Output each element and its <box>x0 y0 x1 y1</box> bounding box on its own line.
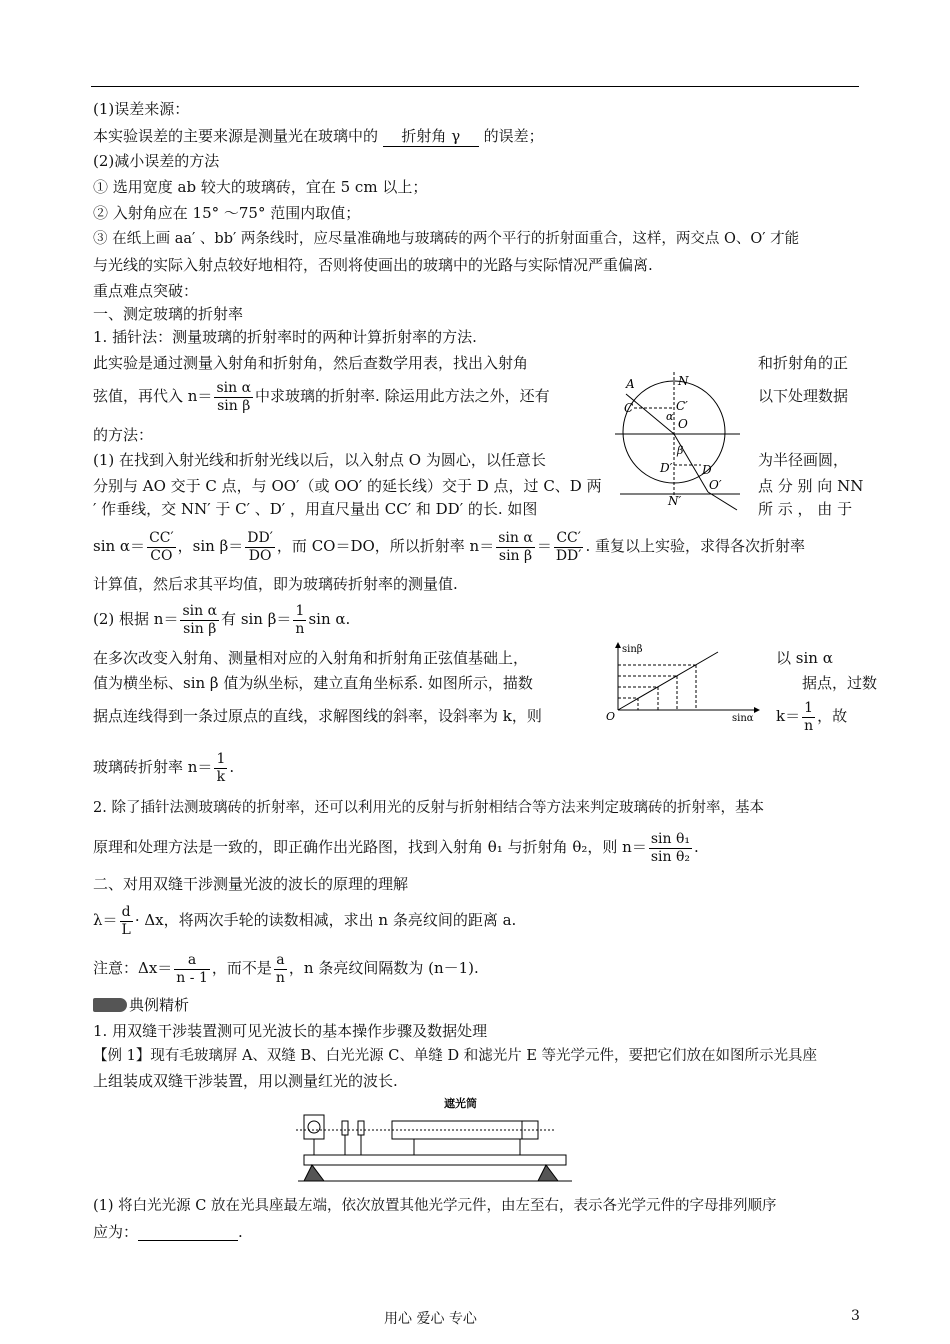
den: n <box>295 620 305 637</box>
num: a <box>174 952 210 970</box>
text: . <box>229 758 235 776</box>
den: n <box>804 717 814 734</box>
label-A: A <box>626 377 635 391</box>
num: DD′ <box>247 529 273 546</box>
label-Nprime: N′ <box>668 494 682 508</box>
num: a <box>274 952 287 970</box>
period: . <box>238 1223 243 1241</box>
fraction-d-L <box>120 904 133 939</box>
text: ＝ <box>536 537 552 555</box>
para-3a <box>93 376 550 416</box>
fraction-1-n <box>293 603 306 638</box>
fit-line <box>618 652 718 710</box>
num: sin α <box>498 529 533 546</box>
fraction-cc-dd <box>554 530 584 565</box>
para-16 <box>93 825 699 869</box>
fraction-dd-do <box>245 530 275 565</box>
para-11b: 以 sin α <box>776 649 833 667</box>
para-12a: 值为横坐标、sin β 值为纵坐标，建立直角坐标系. 如图所示，描数 <box>93 674 533 692</box>
method-2: ② 入射角应在 15° ～75° 范围内取值； <box>93 204 361 222</box>
den: sin β <box>183 620 217 637</box>
error-source-heading: (1)误差来源： <box>93 100 190 118</box>
fraction-sina-sinb-3 <box>180 603 219 638</box>
answer-blank: 折射角 γ <box>383 126 479 147</box>
answer-blank <box>138 1224 238 1241</box>
text: (2) 根据 n＝ <box>93 610 179 628</box>
optical-bench-diagram <box>294 1093 576 1183</box>
page-number: 3 <box>851 1308 860 1324</box>
text: sin α＝ <box>93 537 146 555</box>
fraction-theta <box>649 831 692 866</box>
method-3a: ③ 在纸上画 aa′ 、bb′ 两条线时，应尽量准确地与玻璃砖的两个平行的折射面重合，这样，两交点 O、O′ 才能 <box>93 231 800 247</box>
keypoints-title: 重点难点突破： <box>93 282 199 300</box>
label-Cprime: C′ <box>676 399 688 413</box>
method-3b: 与光线的实际入射点较好地相符，否则将使画出的玻璃中的光路与实际情况严重偏离. <box>93 256 653 274</box>
para-2b: 和折射角的正 <box>758 354 849 372</box>
fraction-1-k <box>214 751 227 786</box>
text: 注意：Δx＝ <box>93 959 173 977</box>
para-18 <box>93 946 479 990</box>
den: sin β <box>217 397 251 414</box>
fraction-a-n <box>274 952 287 987</box>
label-alpha: α <box>666 410 674 423</box>
text: 本实验误差的主要来源是测量光在玻璃中的 <box>93 127 379 145</box>
para-2a: 此实验是通过测量入射角和折射角，然后查数学用表，找出入射角 <box>93 354 529 372</box>
para-6b: 点 分 别 向 NN <box>758 477 864 495</box>
text: 应为： <box>93 1223 139 1241</box>
text: ，故 <box>817 707 848 725</box>
den: sin β <box>498 547 533 564</box>
text: ，sin β＝ <box>177 537 244 555</box>
num: 1 <box>802 700 815 718</box>
num: d <box>120 904 133 922</box>
para-7a: ′ 作垂线，交 NN′ 于 C′ 、D′ ，用直尺量出 CC′ 和 DD′ 的长. 如图 <box>93 500 538 518</box>
text: sin α. <box>308 610 351 628</box>
method-1: ① 选用宽度 ab 较大的玻璃砖，宜在 5 cm 以上； <box>93 178 428 196</box>
para-3c: 以下处理数据 <box>758 387 849 405</box>
error-source-line <box>93 126 544 147</box>
para-1: 1. 插针法：测量玻璃的折射率时的两种计算折射率的方法. <box>93 328 477 346</box>
para-11a: 在多次改变入射角、测量相对应的入射角和折射角正弦值基础上， <box>93 649 529 667</box>
num: 1 <box>216 750 226 767</box>
light-source-box <box>304 1115 324 1139</box>
method-heading: (2)减小误差的方法 <box>93 152 220 170</box>
label-N: N <box>678 374 689 388</box>
label-O: O <box>678 417 688 431</box>
text: 原理和处理方法是一致的，即正确作出光路图，找到入射角 θ₁ 与折射角 θ₂，则 n＝ <box>93 838 647 856</box>
text: λ＝ <box>93 911 118 929</box>
example-1: 1. 用双缝干涉装置测可见光波长的基本操作步骤及数据处理 <box>93 1022 488 1040</box>
text: 中求玻璃的折射率. 除运用此方法之外，还有 <box>255 387 550 405</box>
text: 典例精析 <box>129 996 190 1014</box>
bench-leg-right <box>538 1165 558 1181</box>
sine-graph <box>598 640 762 722</box>
label-Dprime: D′ <box>660 461 673 475</box>
text: 弦值，再代入 n＝ <box>93 387 213 405</box>
den: DD′ <box>555 547 582 564</box>
para-6a: 分别与 AO 交于 C 点，与 OO′（或 OO′ 的延长线）交于 D 点，过 C、D 两 <box>93 477 602 495</box>
text: · Δx，将两次手轮的读数相减，求出 n 条亮纹间的距离 a. <box>134 911 517 929</box>
fraction-1-n-2 <box>802 700 815 735</box>
x-axis-arrow-icon <box>754 707 760 713</box>
footer-text: 用心 爱心 专心 <box>384 1311 477 1327</box>
text: . 重复以上实验，求得各次折射率 <box>585 537 806 555</box>
text: ，而不是 <box>211 959 272 977</box>
para-17 <box>93 898 516 942</box>
num: sin θ₁ <box>650 830 690 847</box>
example-2: 【例 1】现有毛玻璃屏 A、双缝 B、白光光源 C、单缝 D 和滤光片 E 等光学元件，要把它们放在如图所示光具座 <box>93 1048 818 1064</box>
slit-holder <box>358 1121 364 1135</box>
refraction-diagram <box>612 372 747 512</box>
text: 的误差； <box>483 127 544 145</box>
num: sin α <box>216 379 252 396</box>
para-14 <box>93 747 234 787</box>
num: 1 <box>293 603 306 621</box>
label-Oprime: O′ <box>709 478 722 492</box>
fraction-cc-co <box>147 530 176 565</box>
example-3: 上组装成双缝干涉装置，用以测量红光的波长. <box>93 1072 398 1090</box>
text: ，n 条亮纹间隔数为 (n－1). <box>288 959 479 977</box>
example-5 <box>93 1222 243 1242</box>
text: . <box>694 838 699 856</box>
text: 玻璃砖折射率 n＝ <box>93 758 213 776</box>
para-4: 的方法： <box>93 426 154 444</box>
para-12b: 据点，过数 <box>802 674 878 692</box>
filter-holder <box>342 1121 348 1135</box>
example-4: (1) 将白光光源 C 放在光具座最左端，依次放置其他光学元件，由左至右，表示各光学元件的字母排列顺序 <box>93 1198 777 1214</box>
den: k <box>216 768 226 785</box>
section-2-title: 二、对用双缝干涉测量光波的波长的原理的理解 <box>93 875 409 893</box>
label-C: C <box>624 401 634 415</box>
para-13a: 据点连线得到一条过原点的直线，求解图线的斜率，设斜率为 k，则 <box>93 707 542 725</box>
header-rule <box>91 86 859 87</box>
y-axis-label: sinβ <box>622 644 643 655</box>
num: sin α <box>182 602 218 619</box>
text: ，而 CO＝DO，所以折射率 n＝ <box>276 537 495 555</box>
bench-leg-left <box>304 1165 324 1181</box>
emergent-ray <box>708 492 737 510</box>
den: n <box>275 969 285 986</box>
examples-heading <box>93 995 189 1015</box>
den: CO <box>150 547 173 564</box>
section-1-title: 一、测定玻璃的折射率 <box>93 305 244 323</box>
label-D: D <box>702 463 712 477</box>
y-axis-arrow-icon <box>615 642 621 648</box>
num: CC′ <box>149 529 174 546</box>
para-5a: (1) 在找到入射光线和折射光线以后，以入射点 O 为圆心，以任意长 <box>93 451 546 469</box>
fraction-sina-sinb-2 <box>496 530 535 565</box>
bench-rail <box>304 1155 566 1165</box>
para-7b: 所 示 ， 由 于 <box>758 500 853 518</box>
para-9: 计算值，然后求其平均值，即为玻璃砖折射率的测量值. <box>93 575 458 593</box>
tube-label: 遮光筒 <box>444 1097 477 1110</box>
den: sin θ₂ <box>650 848 690 865</box>
para-8 <box>93 524 805 568</box>
den: DO <box>248 547 272 564</box>
x-axis-label: sinα <box>732 713 754 722</box>
para-13b <box>776 696 847 736</box>
para-15: 2. 除了插针法测玻璃砖的折射率，还可以利用光的反射与折射相结合等方法来判定玻璃砖的折射率，基本 <box>93 800 764 816</box>
den: L <box>121 921 131 938</box>
num: CC′ <box>554 530 584 548</box>
fraction-sina-sinb <box>214 380 253 415</box>
pointing-hand-icon <box>93 998 127 1012</box>
label-beta: β <box>677 444 684 457</box>
fraction-a-nm1 <box>174 952 210 987</box>
text: 有 sin β＝ <box>221 610 292 628</box>
den: n - 1 <box>176 969 208 986</box>
para-10 <box>93 599 350 639</box>
para-5b: 为半径画圆， <box>758 451 849 469</box>
text: k＝ <box>776 707 801 725</box>
origin-label: O <box>606 710 616 722</box>
